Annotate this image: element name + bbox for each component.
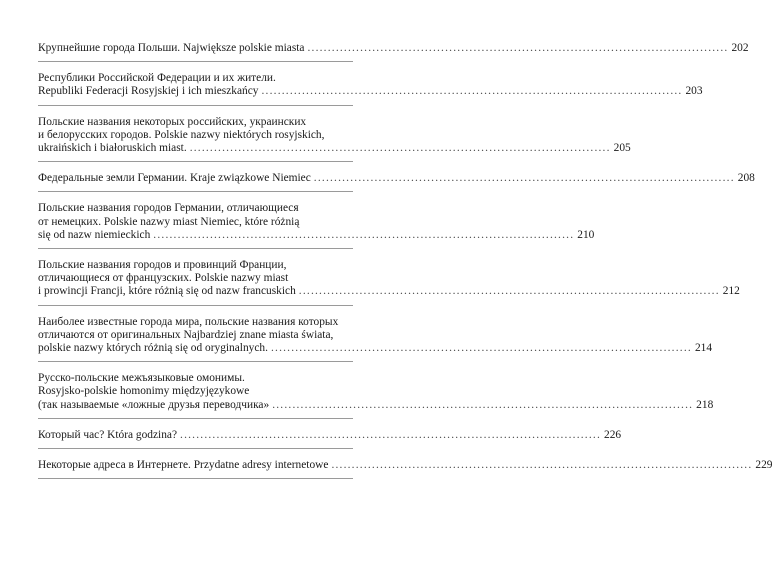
- toc-entry-line: [38, 459, 773, 472]
- page-number: 218: [696, 398, 714, 411]
- page-number: 203: [685, 85, 703, 98]
- toc-entry-title: отличаются от оригинальных Najbardziej znane miasta świata,: [38, 328, 334, 341]
- toc-entry-title: Польские названия городов Германии, отличающиеся: [38, 202, 299, 215]
- page-number: 208: [737, 172, 755, 185]
- toc-entry-line: [38, 329, 353, 342]
- toc-entry-title: (так называемые «ложные друзья переводчика»: [38, 398, 270, 411]
- toc-entry: [38, 455, 773, 479]
- page-number: 226: [604, 428, 622, 441]
- toc-entry-line: [38, 116, 353, 129]
- toc-entry-line: [38, 342, 713, 355]
- toc-entry-title: polskie nazwy których różnią się od oryginalnych.: [38, 342, 268, 355]
- toc-entry-title: Республики Российской Федерации и их жители.: [38, 72, 276, 85]
- toc-entry-line: [38, 228, 595, 242]
- toc-entry: [38, 255, 740, 306]
- toc-entry: [38, 38, 749, 62]
- toc-entry-line: [38, 202, 353, 215]
- toc-entry-line: [38, 85, 703, 98]
- toc-entry-line: [38, 428, 622, 442]
- toc-entry-line: [38, 216, 353, 229]
- toc-entry-line: [38, 272, 353, 285]
- toc-entry-title: Rosyjsko-polskie homonimy międzyjęzykowe: [38, 385, 250, 398]
- toc-entry-line: [38, 316, 353, 329]
- page-number: 229: [755, 459, 773, 472]
- dot-leader: [331, 459, 752, 472]
- dot-leader: [271, 342, 692, 355]
- table-of-contents: [38, 38, 773, 479]
- dot-leader: [307, 42, 728, 55]
- toc-entry-title: Русско-польские межъязыковые омонимы.: [38, 372, 245, 385]
- toc-entry-title: Федеральные земли Германии. Kraje związkowe Niemiec: [38, 172, 311, 185]
- toc-entry: [38, 112, 631, 163]
- dot-leader: [272, 399, 693, 412]
- dot-leader: [314, 172, 735, 185]
- toc-entry-title: Польские названия некоторых российских, украинских: [38, 115, 307, 128]
- toc-entry-line: [38, 172, 755, 185]
- toc-entry-line: [38, 142, 631, 155]
- dot-leader: [299, 285, 720, 298]
- toc-entry-title: Польские названия городов и провинций Франции,: [38, 259, 287, 272]
- toc-entry-line: [38, 385, 353, 398]
- toc-entry-title: ukraińskich i białoruskich miast.: [38, 142, 187, 155]
- toc-entry-line: [38, 72, 353, 85]
- toc-entry: [38, 168, 755, 192]
- toc-entry: [38, 368, 714, 419]
- page-number: 210: [577, 228, 595, 241]
- toc-entry-title: Который час? Która godzina?: [38, 428, 178, 441]
- toc-entry-title: i prowincji Francji, które różnią się od nazw francuskich: [38, 285, 296, 298]
- toc-entry-line: [38, 372, 353, 385]
- toc-entry-line: [38, 285, 740, 298]
- page-number: 214: [694, 342, 713, 355]
- dot-leader: [153, 229, 574, 242]
- dot-leader: [180, 429, 601, 442]
- toc-entry-line: [38, 259, 353, 272]
- toc-entry-line: [38, 42, 749, 55]
- toc-entry: [38, 198, 595, 249]
- toc-entry-line: [38, 129, 353, 142]
- toc-entry-title: Крупнейшие города Польши. Największe polskie miasta: [38, 42, 305, 54]
- toc-entry-title: Republiki Federacji Rosyjskiej i ich mieszkańcy: [38, 85, 259, 98]
- toc-entry-line: [38, 398, 714, 412]
- toc-entry-title: отличающиеся от французских. Polskie nazwy miast: [38, 272, 289, 285]
- page-number: 212: [722, 285, 740, 298]
- toc-entry: [38, 312, 713, 363]
- toc-entry-title: Некоторые адреса в Интернете. Przydatne adresy internetowe: [38, 459, 329, 472]
- page-number: 205: [613, 142, 631, 155]
- toc-entry: [38, 425, 622, 449]
- toc-entry: [38, 68, 703, 105]
- toc-entry-title: и белорусских городов. Polskie nazwy niektórych rosyjskich,: [38, 128, 325, 141]
- page-number: 202: [731, 42, 749, 54]
- dot-leader: [262, 85, 683, 98]
- toc-entry-title: Наиболее известные города мира, польские названия которых: [38, 315, 339, 328]
- toc-entry-title: от немецких. Polskie nazwy miast Niemiec, które różnią: [38, 215, 300, 228]
- toc-entry-title: się od nazw niemieckich: [38, 228, 151, 241]
- dot-leader: [190, 142, 611, 155]
